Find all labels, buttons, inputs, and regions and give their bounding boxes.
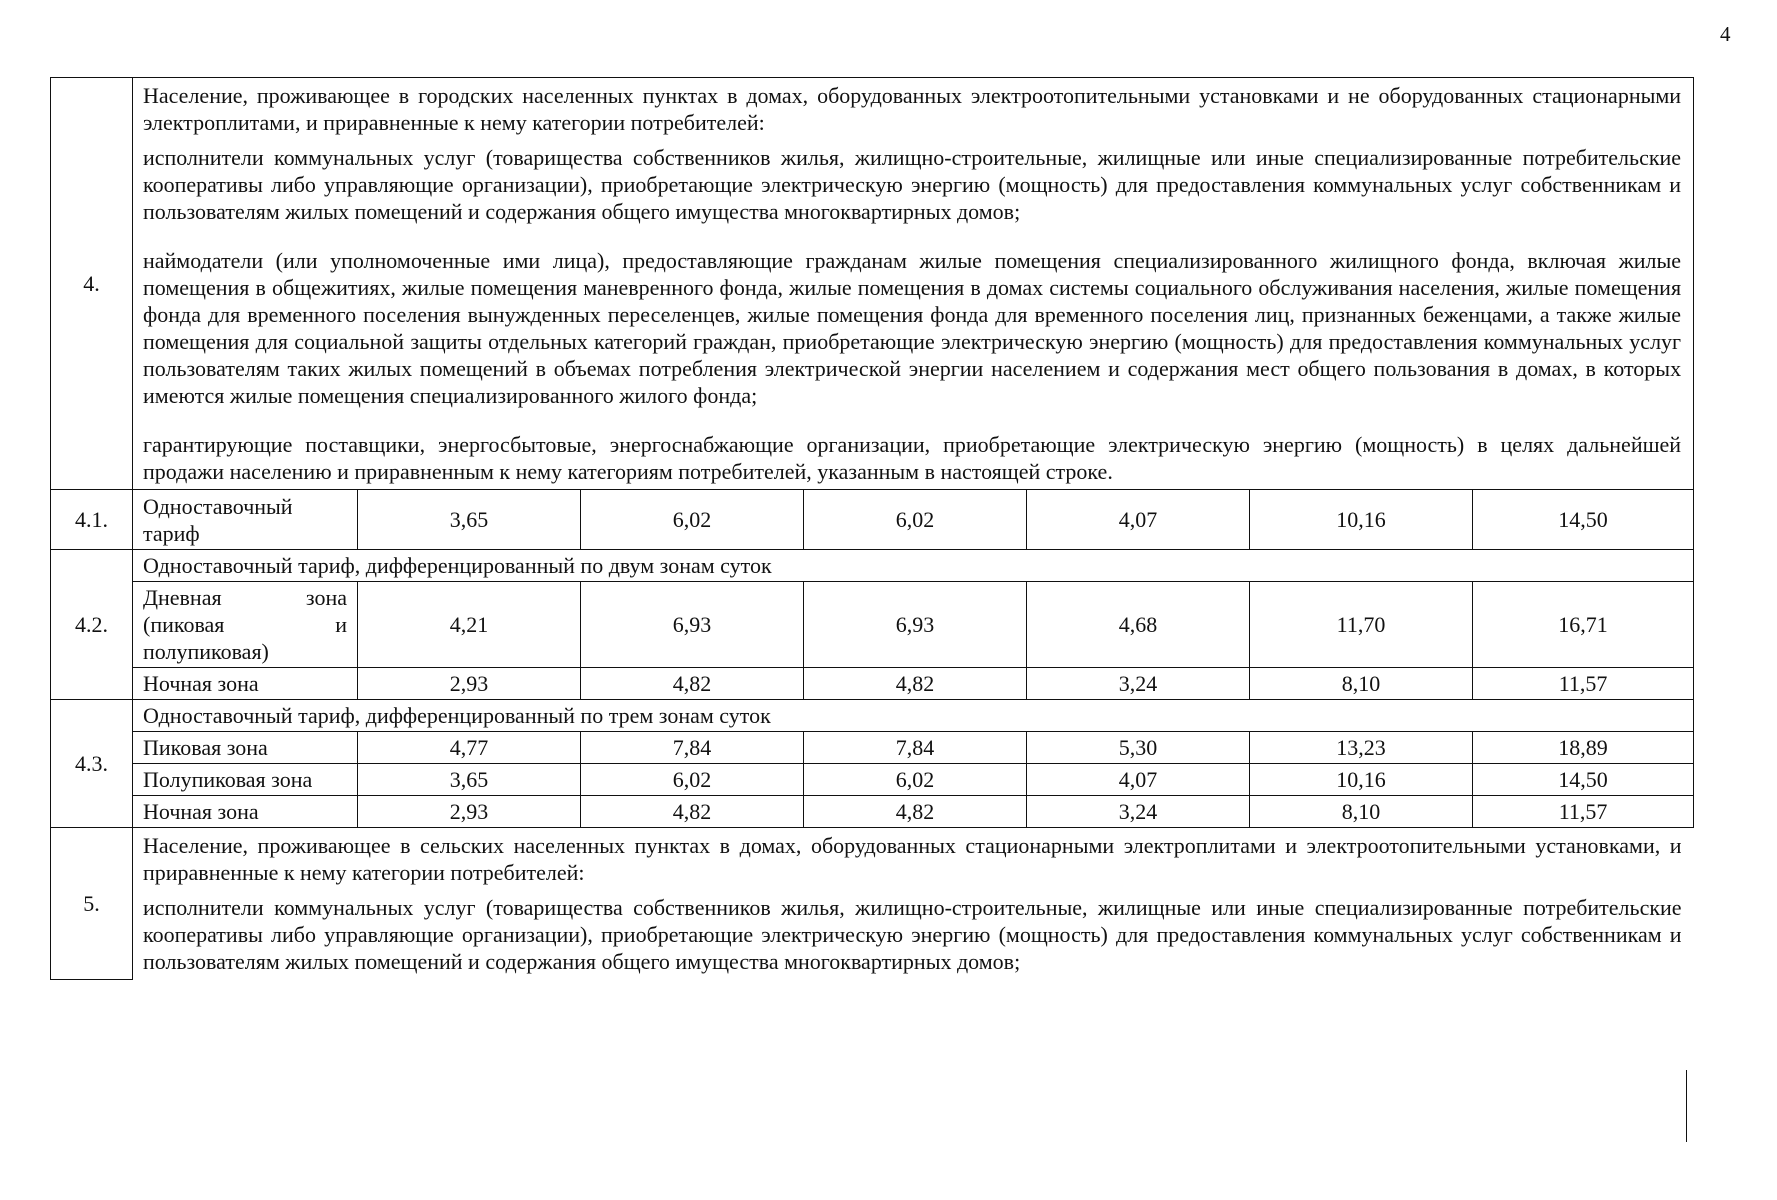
tariff-value: 6,93	[804, 582, 1027, 668]
tariff-value: 4,82	[804, 668, 1027, 700]
group-4-3-row	[51, 732, 1694, 764]
tariff-value: 3,65	[358, 764, 581, 796]
group-4-3-row	[51, 796, 1694, 828]
zone-label: Ночная зона	[133, 796, 358, 828]
zone-label: Дневная зона (пиковая и полупиковая)	[133, 582, 358, 668]
tariff-value: 18,89	[1473, 732, 1694, 764]
group-4-2-row	[51, 668, 1694, 700]
group-4-2-row	[51, 582, 1694, 668]
tariff-value: 6,02	[804, 764, 1027, 796]
section-4-row	[51, 78, 1694, 490]
tariff-value: 10,16	[1250, 490, 1473, 550]
tariff-table	[50, 77, 1694, 980]
tariff-value: 5,30	[1027, 732, 1250, 764]
tariff-value: 4,77	[358, 732, 581, 764]
tariff-value: 10,16	[1250, 764, 1473, 796]
section-5-row	[51, 828, 1694, 980]
tariff-value: 14,50	[1473, 764, 1694, 796]
tariff-value: 6,02	[804, 490, 1027, 550]
tariff-value: 6,02	[581, 764, 804, 796]
tariff-value: 4,82	[581, 668, 804, 700]
tariff-value: 4,21	[358, 582, 581, 668]
row-4-1-number: 4.1.	[51, 490, 133, 550]
row-4-1-label: Одноставочный тариф	[133, 490, 358, 550]
tariff-value: 11,70	[1250, 582, 1473, 668]
section-5-number: 5.	[51, 828, 133, 980]
tariff-value: 8,10	[1250, 668, 1473, 700]
tariff-value: 4,68	[1027, 582, 1250, 668]
group-4-3-header: Одноставочный тариф, дифференцированный по трем зонам суток	[133, 700, 1694, 732]
tariff-value: 2,93	[358, 668, 581, 700]
group-4-3-number: 4.3.	[51, 700, 133, 828]
group-4-2-header-row	[51, 550, 1694, 582]
tariff-value: 14,50	[1473, 490, 1694, 550]
zone-label: Ночная зона	[133, 668, 358, 700]
tariff-value: 3,24	[1027, 668, 1250, 700]
tariff-value: 2,93	[358, 796, 581, 828]
section-4-number: 4.	[51, 78, 133, 490]
section-5-description	[133, 828, 1694, 980]
section-4-description	[133, 78, 1694, 490]
section-4-paragraph: гарантирующие поставщики, энергосбытовые, энергоснабжающие организации, приобретающие электрическую энергию (мощность) в целях дальнейшей продажи населению и приравненным к нему категориям потребителей, указанным в настоящей строке.	[143, 432, 1682, 484]
tariff-value: 16,71	[1473, 582, 1694, 668]
section-5-paragraph: исполнители коммунальных услуг (товарищества собственников жилья, жилищно-строительные, жилищные или иные специализированные потребительские кооперативы либо управляющие организации), приобретающие электрическую энергию (мощность) для предоставления коммунальных услуг собственникам и пользователям жилых помещений и содержания общего имущества многоквартирных домов;	[143, 895, 1682, 974]
tariff-value: 13,23	[1250, 732, 1473, 764]
group-4-3-header-row	[51, 700, 1694, 732]
row-4-1	[51, 490, 1694, 550]
group-4-2-number: 4.2.	[51, 550, 133, 700]
table-right-border	[1686, 1070, 1687, 1142]
tariff-value: 4,07	[1027, 764, 1250, 796]
section-4-paragraph: Население, проживающее в городских населенных пунктах в домах, оборудованных электроотопительными установками и не оборудованных стационарными электроплитами, и приравненные к нему категории потребителей:	[143, 83, 1682, 135]
zone-label: Пиковая зона	[133, 732, 358, 764]
zone-label: Полупиковая зона	[133, 764, 358, 796]
tariff-value: 4,07	[1027, 490, 1250, 550]
group-4-3-row	[51, 764, 1694, 796]
tariff-value: 3,65	[358, 490, 581, 550]
group-4-2-header: Одноставочный тариф, дифференцированный по двум зонам суток	[133, 550, 1694, 582]
tariff-value: 7,84	[581, 732, 804, 764]
tariff-value: 11,57	[1473, 796, 1694, 828]
tariff-value: 7,84	[804, 732, 1027, 764]
page-number: 4	[1720, 22, 1731, 46]
section-5-paragraph: Население, проживающее в сельских населенных пунктах в домах, оборудованных стационарными электроплитами и электроотопительными установками, и приравненные к нему категории потребителей:	[143, 833, 1682, 885]
section-4-paragraph: исполнители коммунальных услуг (товарищества собственников жилья, жилищно-строительные, жилищные или иные специализированные потребительские кооперативы либо управляющие организации), приобретающие электрическую энергию (мощность) для предоставления коммунальных услуг собственникам и пользователям жилых помещений и содержания общего имущества многоквартирных домов;	[143, 145, 1682, 224]
tariff-value: 6,02	[581, 490, 804, 550]
section-4-paragraph: наймодатели (или уполномоченные ими лица), предоставляющие гражданам жилые помещения специализированного жилищного фонда, включая жилые помещения в общежитиях, жилые помещения маневренного фонда, жилые помещения в домах системы социального обслуживания населения, жилые помещения фонда для временного поселения вынужденных переселенцев, жилые помещения фонда для временного поселения лиц, признанных беженцами, а также жилые помещения для социальной защиты отдельных категорий граждан, приобретающие электрическую энергию (мощность) для предоставления коммунальных услуг пользователям таких жилых помещений в объемах потребления электрической энергии населением и содержания мест общего пользования в домах, в которых имеются жилые помещения специализированного жилого фонда;	[143, 248, 1682, 408]
tariff-value: 3,24	[1027, 796, 1250, 828]
tariff-value: 11,57	[1473, 668, 1694, 700]
tariff-value: 6,93	[581, 582, 804, 668]
tariff-value: 4,82	[804, 796, 1027, 828]
tariff-value: 4,82	[581, 796, 804, 828]
tariff-value: 8,10	[1250, 796, 1473, 828]
